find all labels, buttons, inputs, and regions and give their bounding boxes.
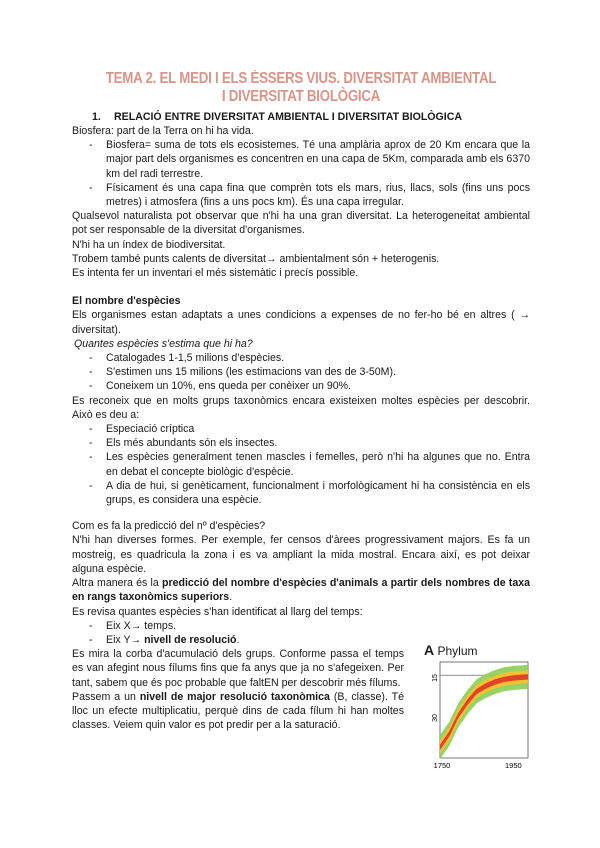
phylum-chart — [424, 660, 530, 772]
paragraph — [72, 690, 404, 733]
text: . — [229, 591, 233, 604]
x-tick-label: 1750 — [433, 761, 451, 770]
list-item: - Coneixem un 10%, ens queda per conèixer un 90%. — [72, 379, 530, 393]
list-item: - Biosfera= suma de tots els ecosistemes. Té una amplària aprox de 20 Km encara que la major part dels organismes es concentren en una capa de 5Km, comparada amb els 6370 km del radi terrestre. — [72, 138, 530, 181]
paragraph: Es reconeix que en molts grups taxonòmics encara existeixen moltes espècies per descobrir. Això es deu a: — [72, 394, 530, 421]
section-number: 1. — [92, 111, 101, 123]
paragraph: Com es fa la predicció del nº d'espècies? — [72, 520, 266, 533]
list-item: - Les espècies generalment tenen mascles i femelles, però n'hi ha algunes que no. Entra en debat el concepte biològic d'espècie. — [72, 450, 530, 478]
bullet-list — [72, 619, 404, 647]
paragraph — [72, 576, 530, 604]
document-page — [72, 70, 530, 732]
figure-title — [424, 642, 477, 658]
section-heading-text: RELACIÓ ENTRE DIVERSITAT AMBIENTAL I DIVERSITAT BIOLÒGICA — [114, 111, 463, 123]
question: Quantes espècies s'estima que hi ha? — [74, 337, 253, 350]
text: Eix Y→ — [106, 633, 145, 646]
bold-text: nivell de major resolució taxonòmica — [139, 690, 330, 703]
text: . — [236, 633, 240, 646]
paragraph: N'hi han diverses formes. Per exemple, fer censos d'àrees progressivament majors. Es fa un mostreig, es quadricula la zona i es va ampliant la mida mostral. Encara així, es pot deixar alguna espècie. — [72, 534, 530, 575]
paragraph: Els organismes estan adaptats a unes condicions a expenses de no fer-ho bé en altres ( → diversitat). — [72, 309, 530, 336]
paragraph: Es revisa quantes espècies s'han identificat al llarg del temps: — [72, 605, 363, 618]
list-item: - Catalogades 1-1,5 milions d'espècies. — [72, 351, 530, 365]
paragraph: Es intenta fer un inventari el més sistemàtic i precís possible. — [72, 267, 359, 280]
bold-text: nivell de resolució — [144, 633, 237, 646]
figure-letter: A — [424, 642, 435, 658]
bullet-list — [72, 351, 530, 394]
paragraph: Biosfera: part de la Terra on hi ha vida. — [72, 125, 254, 137]
bold-text: predicció del nombre d'espècies d'animals a partir dels nombres de taxa en rangs taxonòmics superiors — [72, 577, 530, 604]
text: Altra manera és la — [72, 577, 162, 590]
y-tick-label: 30 — [432, 714, 439, 722]
list-item: - Els més abundants són els insectes. — [72, 436, 530, 450]
y-tick-label: 15 — [432, 674, 439, 682]
list-item — [72, 633, 404, 647]
x-tick-label: 1950 — [504, 761, 522, 770]
text: (B, classe). Té lloc un efecte multiplicatiu, perquè dins de cada fílum hi han moltes classes. Veiem quin valor es pot predir per a la saturació. — [72, 690, 404, 732]
list-item: - Eix X→ temps. — [72, 619, 404, 633]
list-item: - Especiació críptica — [72, 422, 530, 436]
bullet-list — [72, 422, 530, 507]
list-item: - S'estimen uns 15 milions (les estimacions van des de 3-50M). — [72, 365, 530, 379]
list-item: - A dia de hui, si genèticament, funcionalment i morfològicament hi ha consistència en els grups, es considera una espècie. — [72, 479, 530, 507]
subsection-heading: El nombre d'espècies — [72, 295, 181, 308]
figure-label: Phylum — [437, 644, 478, 658]
paragraph: Es mira la corba d'acumulació dels grups. Conforme passa el temps es van afegint nous fílums fins que fa anys que ja no s'afegeixen. Per tant, sabem que és poc probable que faltEN per descobrir més fílums. — [72, 648, 404, 689]
page-title: TEMA 2. EL MEDI I ELS ÉSSERS VIUS. DIVERSITAT AMBIENTAL I DIVERSITAT BIOLÒGICA — [105, 70, 497, 105]
section-heading-1 — [92, 110, 530, 124]
text: Passem a un — [72, 690, 140, 703]
paragraph: Qualsevol naturalista pot observar que n'hi ha una gran diversitat. La heterogeneitat ambiental pot ser responsable de la diversitat d'organismes. — [72, 210, 530, 237]
list-item: - Físicament és una capa fina que comprèn tots els mars, rius, llacs, sols (fins uns pocs metres) i atmosfera (fins a uns pocs km). És una capa irregular. — [72, 181, 530, 209]
paragraph: N'hi ha un índex de biodiversitat. — [72, 238, 226, 251]
paragraph: Trobem també punts calents de diversitat→ ambientalment són + heterogenis. — [72, 252, 440, 265]
bullet-list — [72, 138, 530, 209]
phylum-figure — [424, 642, 530, 772]
